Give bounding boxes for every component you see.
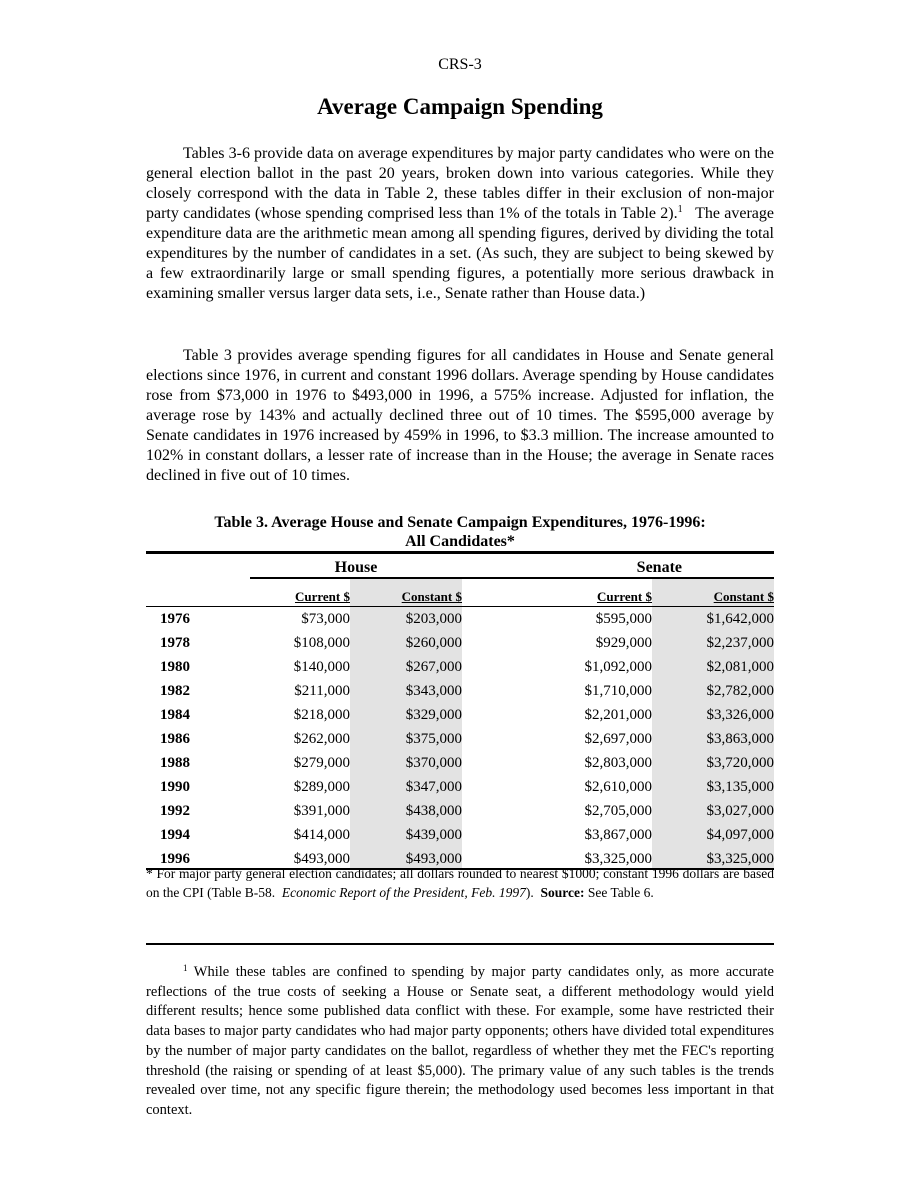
table-row — [146, 727, 774, 751]
house-current-cell: $73,000 — [301, 610, 350, 627]
footnote-text: While these tables are confined to spending by major party candidates only, as more accurate reflections of the true costs of seeking a House or Senate seat, a different methodology would yield different results; hence some published data conflict with these. For example, some have restricted their data bases to major party candidates who had major party opponents; others have divided total expenditures by the number of major party candidates on the ballot, regardless of whether they met the FEC's reporting threshold (the raising or spending of at least $5,000). The primary value of any such tables is the trends revealed over time, not any specific figure therein; the methodology used becomes less important in that context. — [146, 964, 774, 1118]
senate-constant-cell: $4,097,000 — [652, 823, 774, 847]
year-cell: 1990 — [160, 778, 190, 795]
page-number: CRS-3 — [438, 56, 482, 73]
senate-current-cell: $2,705,000 — [584, 802, 652, 819]
table-note-source-text: See Table 6. — [587, 885, 654, 900]
table-column-header — [146, 578, 774, 607]
year-cell: 1984 — [160, 706, 190, 723]
table-body — [146, 607, 774, 870]
senate-constant-cell: $1,642,000 — [652, 607, 774, 632]
table3-paragraph — [146, 346, 774, 486]
table-note-text: ). — [525, 885, 534, 900]
paragraph-text: Tables 3-6 provide data on average expenditures by major party candidates who were on the general election ballot in the past 20 years, broken down into various categories. While they closely correspond with the data in Table 2, these tables differ in their exclusion of non-major party candidates (whose spending comprised less than 1% of the totals in Table 2). — [146, 145, 774, 222]
senate-constant-cell: $3,135,000 — [652, 775, 774, 799]
house-current-cell: $279,000 — [293, 754, 350, 771]
senate-constant-cell: $3,326,000 — [652, 703, 774, 727]
table-note-text: * For major party general election candidates; all dollars rounded to nearest $1000; constant 1996 dollars are based on the CPI (Table B-58. — [146, 866, 774, 900]
intro-paragraph — [146, 144, 774, 304]
paragraph-text: Table 3 provides average spending figures for all candidates in House and Senate general elections since 1976, in current and constant 1996 dollars. Average spending by House candidates rose from $73,000 in 1976 to $493,000 in 1996, a 575% increase. Adjusted for inflation, the average rose by 143% and actually declined three out of 10 times. The $595,000 average by Senate candidates in 1976 increased by 459% in 1996, to $3.3 million. The increase amounted to 102% in constant dollars, a lesser rate of increase than in the House; the average in Senate races declined in five out of 10 times. — [146, 347, 774, 484]
house-constant-cell: $347,000 — [350, 775, 462, 799]
year-cell: 1976 — [160, 610, 190, 627]
table-row — [146, 679, 774, 703]
senate-current-header: Current $ — [596, 589, 652, 604]
house-current-cell: $414,000 — [293, 826, 350, 843]
paragraph-text: The average expenditure data are the arithmetic mean among all spending figures, derived by dividing the total expenditures by the number of candidates in a set. (As such, they are subject to being skewed by a few extraordinarily large or small spending figures, a potentially more serious drawback in examining smaller versus larger data sets, i.e., Senate rather than House data.) — [146, 205, 775, 302]
footnote-reference[interactable]: 1 — [677, 204, 683, 215]
house-current-cell: $289,000 — [293, 778, 350, 795]
table-row — [146, 703, 774, 727]
table-note-citation: Economic Report of the President, Feb. 1997 — [281, 885, 526, 900]
year-cell: 1982 — [160, 682, 190, 699]
year-cell: 1992 — [160, 802, 190, 819]
table-caption-line: All Candidates* — [405, 533, 515, 550]
spending-table — [146, 551, 774, 870]
senate-current-cell: $2,201,000 — [584, 706, 652, 723]
house-current-cell: $493,000 — [250, 847, 350, 869]
table-note — [146, 864, 774, 902]
house-constant-cell: $375,000 — [350, 727, 462, 751]
senate-constant-cell: $3,863,000 — [652, 727, 774, 751]
senate-current-cell: $2,697,000 — [584, 730, 652, 747]
table-caption — [146, 513, 774, 551]
table-row — [146, 655, 774, 679]
footnote-mark: 1 — [183, 963, 188, 973]
senate-current-cell: $595,000 — [595, 610, 652, 627]
house-current-cell: $391,000 — [293, 802, 350, 819]
house-current-cell: $211,000 — [294, 682, 350, 699]
year-cell: 1988 — [160, 754, 190, 771]
house-current-cell: $108,000 — [293, 634, 350, 651]
house-constant-cell: $329,000 — [350, 703, 462, 727]
table-row — [146, 631, 774, 655]
table-row — [146, 799, 774, 823]
house-current-cell: $262,000 — [293, 730, 350, 747]
senate-current-cell: $3,325,000 — [462, 847, 652, 869]
footnote-divider — [146, 943, 774, 945]
year-cell: 1996 — [146, 847, 250, 869]
year-cell: 1978 — [160, 634, 190, 651]
house-group-header: House — [250, 553, 462, 579]
senate-constant-cell: $3,325,000 — [652, 847, 774, 869]
table-row — [146, 751, 774, 775]
house-constant-header: Constant $ — [350, 578, 462, 607]
senate-constant-header: Constant $ — [652, 578, 774, 607]
senate-current-cell: $3,867,000 — [584, 826, 652, 843]
senate-constant-cell: $2,081,000 — [652, 655, 774, 679]
house-constant-cell: $439,000 — [350, 823, 462, 847]
senate-constant-cell: $3,720,000 — [652, 751, 774, 775]
table-row — [146, 775, 774, 799]
house-current-header: Current $ — [294, 589, 350, 604]
senate-current-cell: $1,092,000 — [584, 658, 652, 675]
senate-constant-cell: $2,237,000 — [652, 631, 774, 655]
footnote — [146, 963, 774, 1121]
table-group-header — [146, 553, 774, 579]
table-caption-line: Table 3. Average House and Senate Campaign Expenditures, 1976-1996: — [214, 514, 706, 531]
page-title: Average Campaign Spending — [317, 94, 603, 119]
table-row — [146, 823, 774, 847]
header-empty-cell — [146, 578, 250, 607]
house-current-cell: $140,000 — [293, 658, 350, 675]
year-cell: 1994 — [160, 826, 190, 843]
senate-current-cell: $1,710,000 — [584, 682, 652, 699]
house-constant-cell: $203,000 — [350, 607, 462, 632]
senate-group-header: Senate — [462, 553, 774, 579]
house-constant-cell: $493,000 — [350, 847, 462, 869]
table-note-source-label: Source: — [540, 885, 585, 900]
house-constant-cell: $260,000 — [350, 631, 462, 655]
house-constant-cell: $343,000 — [350, 679, 462, 703]
senate-current-cell: $2,610,000 — [584, 778, 652, 795]
year-cell: 1980 — [160, 658, 190, 675]
table-row — [146, 607, 774, 632]
house-constant-cell: $267,000 — [350, 655, 462, 679]
year-cell: 1986 — [160, 730, 190, 747]
house-current-cell: $218,000 — [293, 706, 350, 723]
senate-constant-cell: $2,782,000 — [652, 679, 774, 703]
senate-current-cell: $2,803,000 — [584, 754, 652, 771]
senate-current-cell: $929,000 — [595, 634, 652, 651]
header-empty-cell — [146, 553, 250, 579]
house-constant-cell: $438,000 — [350, 799, 462, 823]
senate-constant-cell: $3,027,000 — [652, 799, 774, 823]
house-constant-cell: $370,000 — [350, 751, 462, 775]
